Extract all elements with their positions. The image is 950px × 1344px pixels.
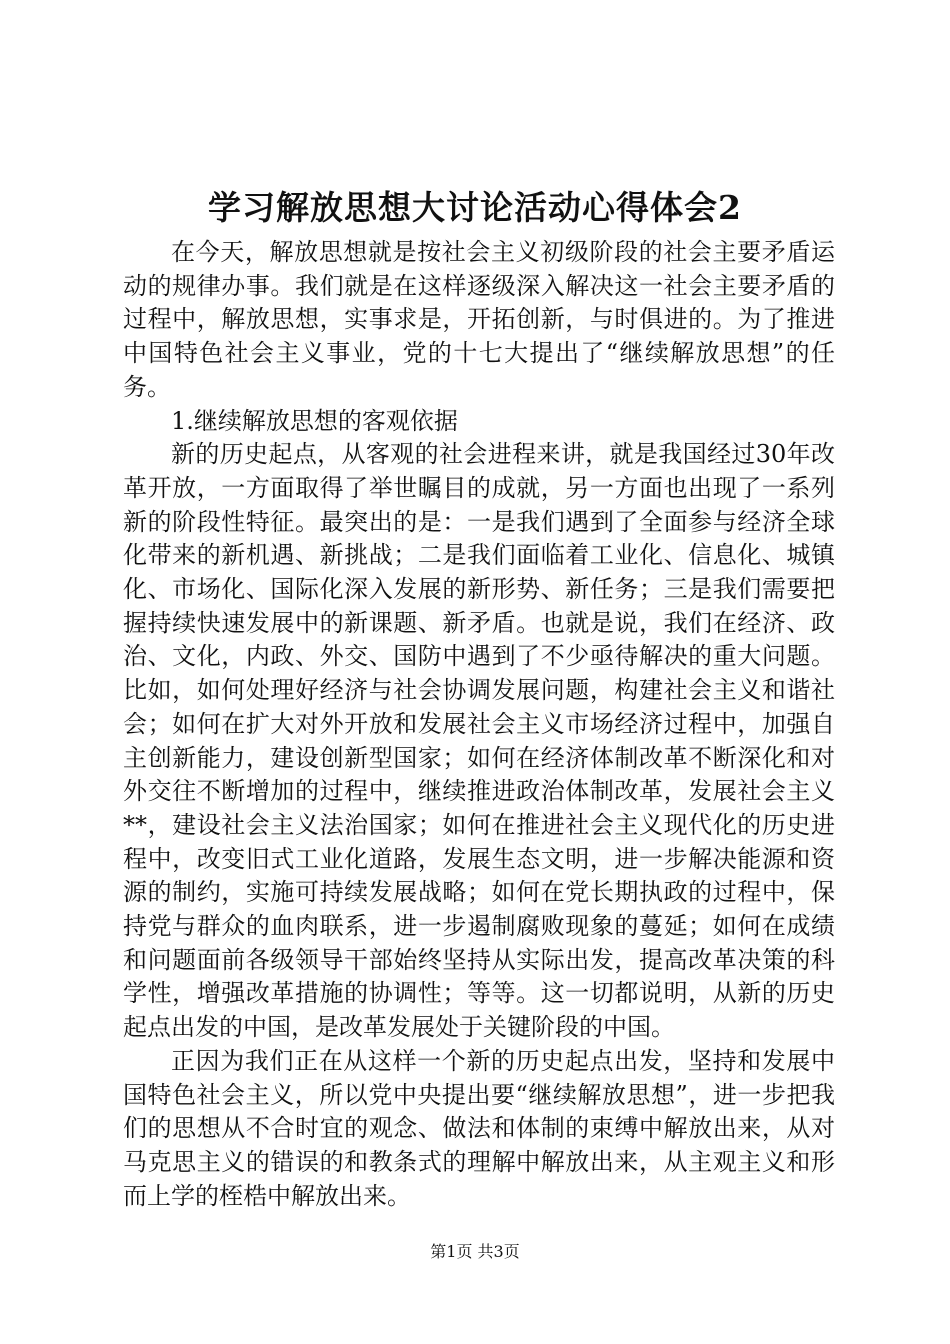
section-heading: 1.继续解放思想的客观依据 (171, 406, 458, 435)
body-paragraph: 正因为我们正在从这样一个新的历史起点出发，坚持和发展中国特色社会主义，所以党中央提出要“继续解放思想”，进一步把我们的思想从不合时宜的观念、做法和体制的束缚中解放出来，从对马克思主义的错误的和教条式的理解中解放出来，从主观主义和形而上学的桎梏中解放出来。 (123, 1046, 835, 1210)
document-title: 学习解放思想大讨论活动心得体会2 (208, 188, 742, 227)
body-paragraph: 新的历史起点，从客观的社会进程来讲，就是我国经过30年改革开放，一方面取得了举世瞩目的成就，另一方面也出现了一系列新的阶段性特征。最突出的是：一是我们遇到了全面参与经济全球化带来的新机遇、新挑战；二是我们面临着工业化、信息化、城镇化、市场化、国际化深入发展的新形势、新任务；三是我们需要把握持续快速发展中的新课题、新矛盾。也就是说，我们在经济、政治、文化，内政、外交、国防中遇到了不少亟待解决的重大问题。比如，如何处理好经济与社会协调发展问题，构建社会主义和谐社会；如何在扩大对外开放和发展社会主义市场经济过程中，加强自主创新能力，建设创新型国家；如何在经济体制改革不断深化和对外交往不断增加的过程中，继续推进政治体制改革，发展社会主义**，建设社会主义法治国家；如何在推进社会主义现代化的历史进程中，改变旧式工业化道路，发展生态文明，进一步解决能源和资源的制约，实施可持续发展战略；如何在党长期执政的过程中，保持党与群众的血肉联系，进一步遏制腐败现象的蔓延；如何在成绩和问题面前各级领导干部始终坚持从实际出发，提高改革决策的科学性，增强改革措施的协调性；等等。这一切都说明，从新的历史起点出发的中国，是改革发展处于关键阶段的中国。 (123, 440, 835, 1042)
document-body (123, 236, 835, 1213)
page-number-footer: 第1页 共3页 (430, 1242, 520, 1261)
intro-paragraph: 在今天，解放思想就是按社会主义初级阶段的社会主要矛盾运动的规律办事。我们就是在这样逐级深入解决这一社会主要矛盾的过程中，解放思想，实事求是，开拓创新，与时俱进的。为了推进中国特色社会主义事业，党的十七大提出了“继续解放思想”的任务。 (123, 238, 835, 401)
